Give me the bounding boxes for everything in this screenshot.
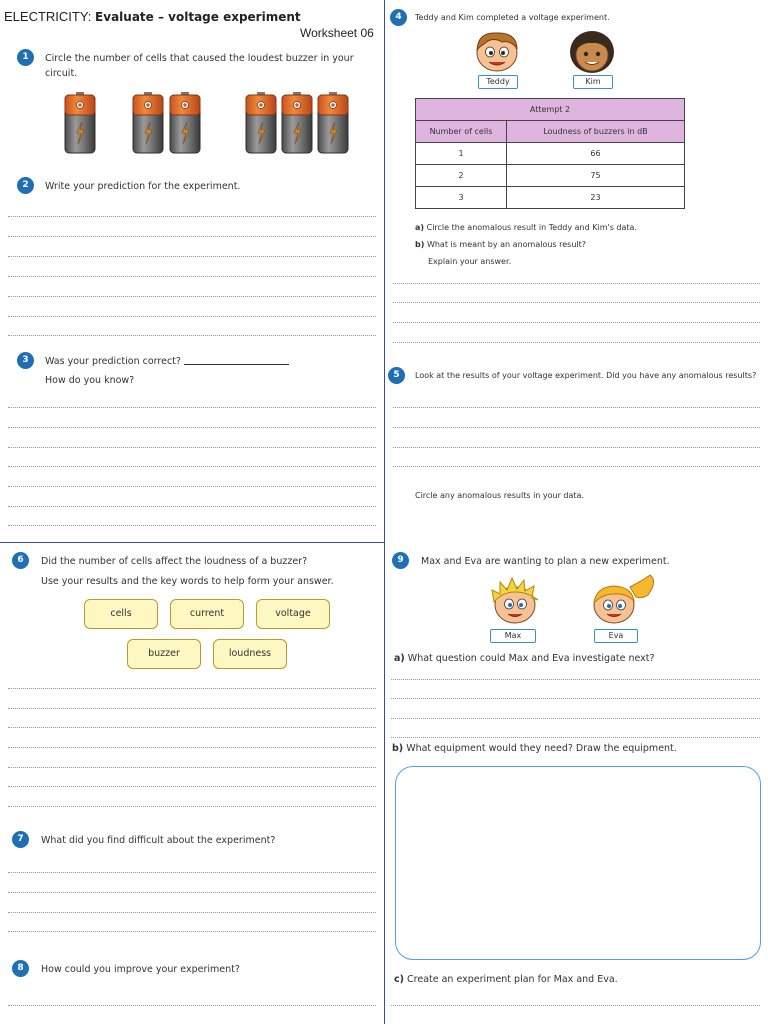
- answer-line[interactable]: [8, 1005, 376, 1006]
- question-4b: [415, 239, 586, 251]
- question-2-text: Write your prediction for the experiment.: [45, 181, 241, 192]
- question-5-text: Look at the results of your voltage experiment. Did you have any anomalous results?: [415, 371, 757, 380]
- table-header: Number of cells: [416, 121, 507, 143]
- answer-line[interactable]: [8, 427, 376, 428]
- table-cell[interactable]: 75: [507, 165, 685, 187]
- answer-line[interactable]: [8, 727, 376, 728]
- question-7-text: What did you find difficult about the experiment?: [41, 835, 276, 846]
- answer-line[interactable]: [8, 767, 376, 768]
- subject-label: ELECTRICITY:: [4, 9, 92, 24]
- question-6-text: Did the number of cells affect the loudness of a buzzer?: [41, 556, 308, 567]
- answer-line[interactable]: [391, 737, 760, 738]
- question-9a: [394, 651, 655, 666]
- answer-line[interactable]: [8, 296, 376, 297]
- answer-line[interactable]: [393, 407, 760, 408]
- eva-face-icon: [590, 573, 660, 627]
- question-1-text: Circle the number of cells that caused the loudest buzzer in your circuit.: [45, 53, 354, 79]
- question-number-2: 2: [17, 177, 34, 194]
- battery-cell-icon: [64, 92, 94, 152]
- question-4-text: Teddy and Kim completed a voltage experiment.: [415, 13, 610, 22]
- answer-line[interactable]: [8, 892, 376, 893]
- column-divider: [384, 0, 385, 1024]
- table-row[interactable]: [416, 143, 685, 165]
- question-6-subtext: Use your results and the key words to help form your answer.: [41, 576, 334, 587]
- answer-line[interactable]: [8, 407, 376, 408]
- question-9a-text: What question could Max and Eva investigate next?: [407, 653, 655, 664]
- battery-cell-icon: [281, 92, 311, 152]
- answer-line[interactable]: [8, 786, 376, 787]
- name-tag-eva: Eva: [594, 629, 638, 643]
- answer-line[interactable]: [8, 525, 376, 526]
- table-cell[interactable]: 66: [507, 143, 685, 165]
- answer-line[interactable]: [8, 872, 376, 873]
- answer-line[interactable]: [8, 466, 376, 467]
- answer-line[interactable]: [8, 276, 376, 277]
- answer-line[interactable]: [391, 679, 760, 680]
- name-tag-max: Max: [490, 629, 536, 643]
- name-tag-kim: Kim: [573, 75, 613, 89]
- kim-face-icon: [567, 28, 617, 74]
- question-8-text: How could you improve your experiment?: [41, 964, 240, 975]
- table-caption: Attempt 2: [416, 99, 685, 121]
- question-4a-text: Circle the anomalous result in Teddy and Kim's data.: [426, 223, 637, 232]
- max-face-icon: [488, 576, 542, 626]
- question-number-5: 5: [388, 367, 405, 384]
- answer-line[interactable]: [8, 688, 376, 689]
- question-3-subtext: How do you know?: [45, 375, 135, 386]
- table-row[interactable]: [416, 165, 685, 187]
- question-4a-label: a): [415, 223, 425, 232]
- question-number-9: 9: [392, 552, 409, 569]
- question-9c-text: Create an experiment plan for Max and Eva.: [407, 974, 618, 985]
- question-5-subtext: Circle any anomalous results in your data.: [415, 491, 584, 500]
- question-number-4: 4: [390, 9, 407, 26]
- answer-line[interactable]: [391, 1005, 760, 1006]
- keyword-current: current: [170, 599, 244, 629]
- answer-line[interactable]: [8, 912, 376, 913]
- table-cell[interactable]: 1: [416, 143, 507, 165]
- teddy-face-icon: [472, 28, 522, 74]
- answer-line[interactable]: [391, 698, 760, 699]
- question-9a-label: a): [394, 653, 405, 664]
- question-number-1: 1: [17, 49, 34, 66]
- section-divider: [0, 542, 384, 543]
- question-9-text: Max and Eva are wanting to plan a new experiment.: [421, 556, 670, 567]
- answer-line[interactable]: [8, 931, 376, 932]
- answer-line[interactable]: [393, 302, 760, 303]
- answer-line[interactable]: [8, 216, 376, 217]
- answer-line[interactable]: [393, 283, 760, 284]
- keyword-loudness: loudness: [213, 639, 287, 669]
- name-tag-teddy: Teddy: [478, 75, 518, 89]
- prediction-answer-blank[interactable]: [184, 364, 289, 365]
- answer-line[interactable]: [8, 708, 376, 709]
- question-4b-subtext: Explain your answer.: [428, 257, 512, 266]
- keyword-voltage: voltage: [256, 599, 330, 629]
- question-4b-label: b): [415, 240, 425, 249]
- worksheet-label: Worksheet 06: [300, 26, 374, 40]
- battery-cell-icon: [317, 92, 347, 152]
- answer-line[interactable]: [8, 806, 376, 807]
- table-cell[interactable]: 3: [416, 187, 507, 209]
- question-4b-text: What is meant by an anomalous result?: [426, 240, 587, 249]
- page-title: [4, 9, 301, 24]
- battery-cell-icon: [245, 92, 275, 152]
- battery-cell-icon: [169, 92, 199, 152]
- answer-line[interactable]: [393, 466, 760, 467]
- table-header: Loudness of buzzers in dB: [507, 121, 685, 143]
- question-9c-label: c): [394, 974, 404, 985]
- drawing-box[interactable]: [395, 766, 761, 960]
- keyword-buzzer: buzzer: [127, 639, 201, 669]
- question-9b-text: What equipment would they need? Draw the equipment.: [406, 743, 677, 754]
- answer-line[interactable]: [391, 718, 760, 719]
- answer-line[interactable]: [8, 747, 376, 748]
- answer-line[interactable]: [393, 322, 760, 323]
- answer-line[interactable]: [8, 447, 376, 448]
- answer-line[interactable]: [8, 256, 376, 257]
- question-9b-label: b): [392, 743, 404, 754]
- question-number-3: 3: [17, 352, 34, 369]
- question-9c: [394, 972, 618, 987]
- table-cell[interactable]: 23: [507, 187, 685, 209]
- keyword-cells: cells: [84, 599, 158, 629]
- table-row[interactable]: [416, 187, 685, 209]
- question-9b: [392, 741, 677, 756]
- question-3-text: Was your prediction correct?: [45, 356, 181, 367]
- answer-line[interactable]: [8, 316, 376, 317]
- answer-line[interactable]: [8, 486, 376, 487]
- answer-line[interactable]: [8, 506, 376, 507]
- answer-line[interactable]: [8, 236, 376, 237]
- answer-line[interactable]: [393, 427, 760, 428]
- question-number-8: 8: [12, 960, 29, 977]
- table-cell[interactable]: 2: [416, 165, 507, 187]
- question-number-7: 7: [12, 831, 29, 848]
- question-number-6: 6: [12, 552, 29, 569]
- results-table: [415, 98, 685, 209]
- title-text: Evaluate – voltage experiment: [95, 10, 301, 24]
- answer-line[interactable]: [8, 335, 376, 336]
- battery-cell-icon: [132, 92, 162, 152]
- answer-line[interactable]: [393, 447, 760, 448]
- question-4a: [415, 222, 637, 234]
- answer-line[interactable]: [393, 342, 760, 343]
